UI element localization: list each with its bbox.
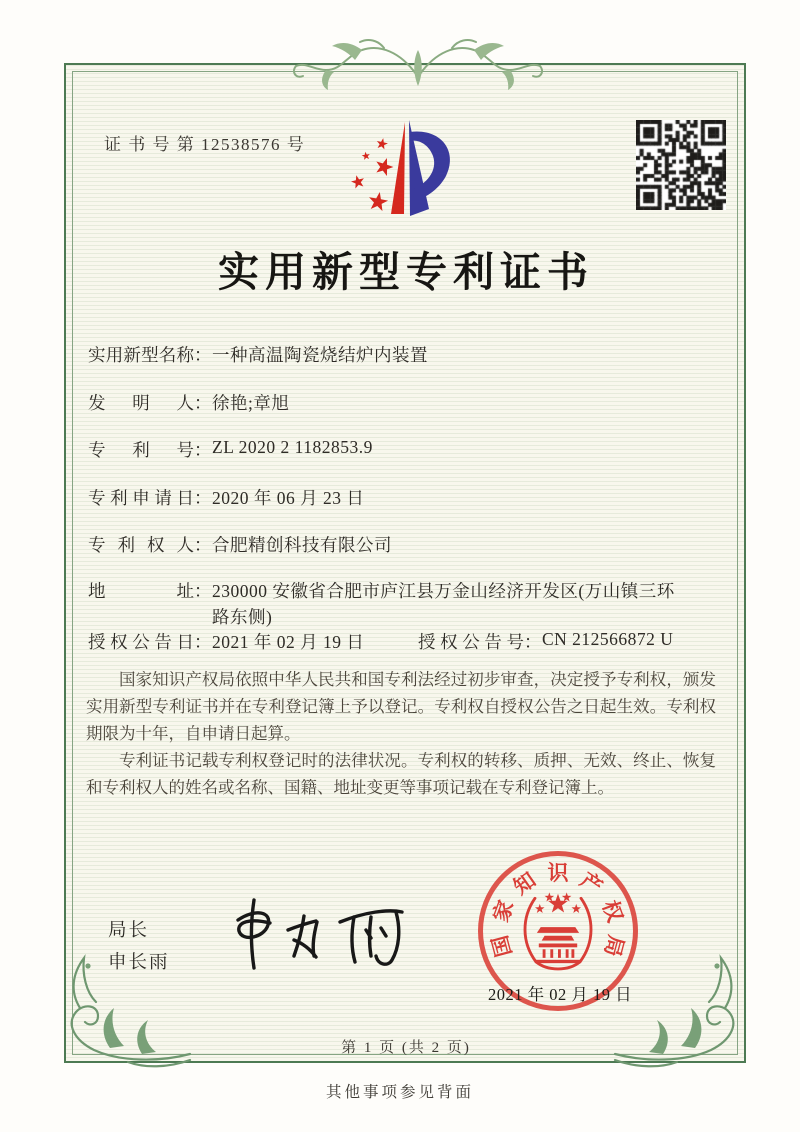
seal-char: 权 [597,897,628,926]
field-row-patent-number [88,437,748,462]
field-label: 专利号 [88,440,194,460]
field-colon: ： [194,393,212,413]
grant-date-label: 授权公告日 [88,632,194,652]
back-note: 其他事项参见背面 [325,1084,474,1101]
grant-date-value: 2021 年 02 月 19 日 [212,632,365,652]
certificate-title: 实用新型专利证书 [218,249,594,295]
seal-date: 2021 年 02 月 19 日 [488,985,633,1004]
field-row-filing-date [88,485,748,510]
field-value: 230000 安徽省合肥市庐江县万金山经济开发区(万山镇三环路东侧) [212,581,675,627]
field-value: 合肥精创科技有限公司 [212,535,392,555]
seal-char: 局 [599,932,629,960]
director-signature-image [220,890,425,985]
field-label: 实用新型名称 [88,345,194,365]
field-value: 一种高温陶瓷烧结炉内装置 [212,345,428,365]
field-row-utility-model-name [88,342,748,367]
field-label: 地址 [88,581,194,601]
director-name: 申长雨 [108,953,170,973]
grant-no-label: 授权公告号 [418,632,524,652]
certificate-number: 证 书 号 第 12538576 号 [104,135,306,154]
grant-no-value: CN 212566872 U [542,629,674,649]
cnipa-patent-logo-icon [346,108,462,232]
field-colon: ： [194,488,212,508]
qr-code [636,120,726,210]
field-label: 专利申请日 [88,488,194,508]
field-value: 徐艳;章旭 [212,393,290,413]
field-colon: ： [194,440,212,460]
national-emblem-icon [510,883,606,979]
field-row-patentee [88,532,748,557]
field-row-grant [88,629,748,654]
seal-char: 产 [575,867,607,900]
field-label: 专利权人 [88,535,194,555]
field-colon: ： [524,632,542,652]
director-title: 局长 [108,921,150,941]
field-colon: ： [194,535,212,555]
field-colon: ： [194,581,212,601]
seal-char: 知 [509,867,541,900]
legal-paragraph-2: 专利证书记载专利权登记时的法律状况。专利权的转移、质押、无效、终止、恢复和专利权人的姓名或名称、国籍、地址变更等事项记载在专利登记簿上。 [86,751,716,797]
page-indicator: 第 1 页 (共 2 页) [341,1040,471,1056]
seal-char: 识 [547,861,569,885]
field-colon: ： [194,345,212,365]
legal-text-block [86,666,716,801]
field-colon: ： [194,632,212,652]
seal-char: 家 [488,897,519,926]
field-value: ZL 2020 2 1182853.9 [212,437,373,457]
field-label: 发明人 [88,393,194,413]
field-row-inventor [88,390,748,415]
field-row-address [88,578,748,630]
field-value: 2020 年 06 月 23 日 [212,488,365,508]
legal-paragraph-1: 国家知识产权局依照中华人民共和国专利法经过初步审查，决定授予专利权，颁发实用新型专利证书并在专利登记簿上予以登记。专利权自授权公告之日起生效。专利权期限为十年，自申请日起算。 [86,670,716,743]
seal-char: 国 [487,932,517,960]
